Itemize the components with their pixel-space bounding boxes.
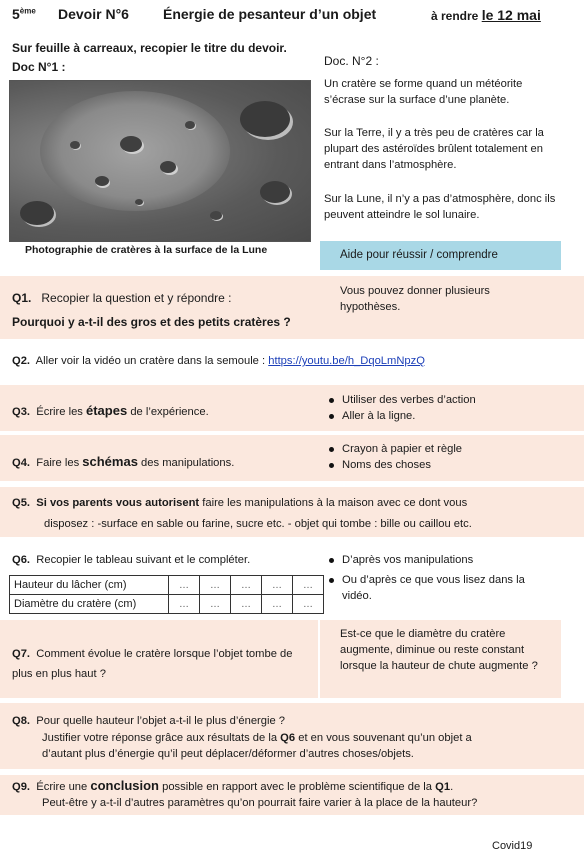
q3-hint-2: Aller à la ligne. <box>326 408 476 424</box>
q3-hints <box>326 392 476 424</box>
q8-line-1: Q8. Pour quelle hauteur l’objet a-t-il le plus d’énergie ? <box>12 715 286 727</box>
table-cell: … <box>262 595 293 614</box>
q8-line-3: d’autant plus d’énergie qu’il peut déplacer/déformer d’autres choses/objets. <box>42 748 414 760</box>
devoir-number: Devoir N°6 <box>58 6 129 22</box>
q4-hint-2: Noms des choses <box>326 457 462 473</box>
q1-hint: Vous pouvez donner plusieurs hypothèses. <box>340 285 490 313</box>
moon-craters-photo <box>9 80 311 242</box>
q4-hints <box>326 441 462 473</box>
q6-hint-2: Ou d’après ce que vous lisez dans la vidéo. <box>326 572 556 604</box>
q4-text: Q4. Faire les schémas des manipulations. <box>12 454 235 469</box>
q7-text: Q7. Comment évolue le cratère lorsque l’objet tombe de plus en plus haut ? <box>12 648 293 680</box>
due-label: à rendre le 12 mai <box>431 7 541 23</box>
q1-question: Pourquoi y a-t-il des gros et des petits cratères ? <box>12 315 291 329</box>
table-cell: … <box>169 595 200 614</box>
footer-label: Covid19 <box>492 840 533 852</box>
instruction: Sur feuille à carreaux, recopier le titre du devoir. <box>12 41 287 55</box>
doc2-paragraph-1: Un cratère se forme quand un météorite s’écrase sur la surface d’une planète. <box>324 78 523 106</box>
row-header-diametre: Diamètre du cratère (cm) <box>10 595 169 614</box>
table-cell: … <box>200 595 231 614</box>
q9-line-1: Q9. Écrire une conclusion possible en rapport avec le problème scientifique de la Q1. <box>12 778 454 793</box>
due-date: le 12 mai <box>481 7 541 23</box>
grade-label: 5ème <box>12 6 36 22</box>
q8-line-2: Justifier votre réponse grâce aux résultats de la Q6 et en vous souvenant qu’un objet a <box>42 732 472 744</box>
q9-line-2: Peut-être y a-t-il d’autres paramètres qu’on pourrait faire varier à la place de la hauteur? <box>42 797 478 809</box>
q3-text: Q3. Écrire les étapes de l’expérience. <box>12 403 209 418</box>
q3-hint-1: Utiliser des verbes d’action <box>326 392 476 408</box>
grade-sup: ème <box>19 6 36 16</box>
q1-text: Q1. Recopier la question et y répondre : <box>12 291 232 305</box>
doc2-paragraph-2: Sur la Terre, il y a très peu de cratères car la plupart des astéroïdes brûlent totalement en entrant dans l’atmosphère. <box>324 127 544 171</box>
q6-table <box>9 575 324 614</box>
doc1-caption: Photographie de cratères à la surface de la Lune <box>25 244 268 256</box>
row-header-hauteur: Hauteur du lâcher (cm) <box>10 576 169 595</box>
table-cell: … <box>169 576 200 595</box>
q7-hint: Est-ce que le diamètre du cratère augmente, diminue ou reste constant lorsque la hauteur de chute augmente ? <box>340 628 538 672</box>
q5-line-1: Q5. Si vos parents vous autorisent faire les manipulations à la maison avec ce dont vous <box>12 497 468 509</box>
q6-text: Q6. Recopier le tableau suivant et le compléter. <box>12 554 251 566</box>
q2-text: Q2. Aller voir la vidéo un cratère dans la semoule : https://youtu.be/h_DqoLmNpzQ <box>12 355 425 367</box>
table-cell: … <box>293 576 324 595</box>
doc2-paragraph-3: Sur la Lune, il n’y a pas d’atmosphère, donc ils peuvent atteindre le sol lunaire. <box>324 193 556 221</box>
table-row <box>10 595 324 614</box>
doc2-label: Doc. N°2 : <box>324 54 379 68</box>
table-row <box>10 576 324 595</box>
q2-video-link[interactable]: https://youtu.be/h_DqoLmNpzQ <box>268 355 425 367</box>
q4-hint-1: Crayon à papier et règle <box>326 441 462 457</box>
doc1-label: Doc N°1 : <box>12 60 66 74</box>
table-cell: … <box>262 576 293 595</box>
page-title: Énergie de pesanteur d’un objet <box>163 6 377 22</box>
aide-label: Aide pour réussir / comprendre <box>340 249 498 261</box>
aide-box <box>320 241 561 270</box>
table-cell: … <box>231 595 262 614</box>
table-cell: … <box>231 576 262 595</box>
table-cell: … <box>293 595 324 614</box>
table-cell: … <box>200 576 231 595</box>
q5-line-2: disposez : -surface en sable ou farine, sucre etc. - objet qui tombe : bille ou caillou etc. <box>44 518 472 530</box>
q6-hint-1: D’après vos manipulations <box>326 552 556 568</box>
q6-hints <box>326 552 556 604</box>
